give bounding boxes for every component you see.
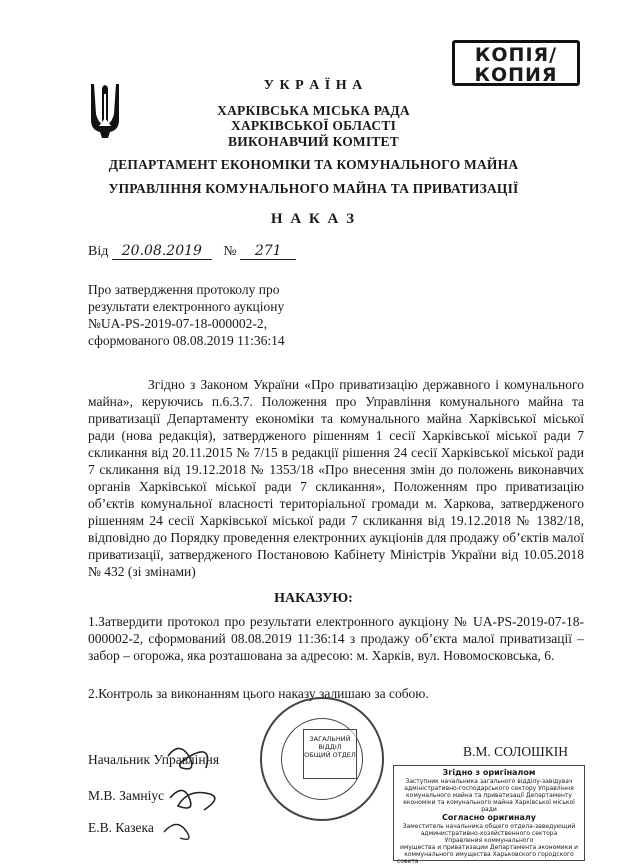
order-item-2: 2.Контроль за виконанням цього наказу залишаю за собою. bbox=[88, 686, 429, 701]
cert-line-8: имущества и приватизации Департамента экономики и bbox=[399, 844, 579, 851]
committee-heading: ВИКОНАВЧИЙ КОМІТЕТ bbox=[228, 134, 399, 149]
handwritten-signature-icon bbox=[160, 738, 230, 848]
round-seal-center bbox=[303, 729, 357, 779]
council-heading: ХАРКІВСЬКА МІСЬКА РАДА bbox=[217, 103, 410, 118]
subject-block bbox=[88, 281, 348, 349]
cert-line-7: Управления коммунального bbox=[444, 837, 534, 844]
cert-line-9: коммунального имущества Харьковского городского bbox=[404, 851, 574, 858]
round-seal-text-3: ОБЩИЙ ОТДЕЛ bbox=[304, 751, 356, 759]
document-type: Н А К А З bbox=[270, 211, 357, 227]
round-seal-text-1: ЗАГАЛЬНИЙ bbox=[309, 735, 351, 743]
oblast-heading: ХАРКІВСЬКОЇ ОБЛАСТІ bbox=[230, 118, 397, 133]
copy-stamp-line-1: КОПІЯ/ bbox=[474, 44, 558, 66]
cert-line-3: комунального майна та приватизації Департаменту bbox=[406, 792, 572, 799]
certification-stamp bbox=[393, 765, 585, 865]
date-value: 20.08.2019 bbox=[112, 243, 212, 260]
cert-title-2: Согласно оригиналу bbox=[442, 813, 536, 822]
approver-2: Е.В. Казека bbox=[88, 820, 154, 835]
date-line bbox=[88, 243, 296, 260]
cert-line-4: економіки та комунального майна Харківської міської ради bbox=[403, 799, 575, 813]
country-heading: У К Р А Ї Н А bbox=[263, 78, 364, 93]
office-heading: УПРАВЛІННЯ КОМУНАЛЬНОГО МАЙНА ТА ПРИВАТИЗАЦІЇ bbox=[108, 181, 519, 196]
subject-line-4: сформованого 08.08.2019 11:36:14 bbox=[88, 333, 285, 348]
cert-line-2: адміністративно-господарського сектору Управління bbox=[404, 785, 574, 792]
subject-line-1: Про затвердження протоколу про bbox=[88, 282, 280, 297]
department-heading: ДЕПАРТАМЕНТ ЕКОНОМІКИ ТА КОМУНАЛЬНОГО МАЙНА bbox=[108, 157, 519, 172]
cert-line-6: административно-хозяйственного сектора bbox=[420, 830, 558, 837]
number-value: 271 bbox=[240, 243, 296, 260]
copy-stamp-line-2: КОПИЯ bbox=[474, 64, 558, 86]
cert-line-10: совета bbox=[397, 858, 419, 865]
cert-line-1: Заступник начальника загального відділу-завідувач bbox=[405, 778, 573, 785]
subject-line-2: результати електронного аукціону bbox=[88, 299, 285, 314]
order-item-1: 1.Затвердити протокол про результати електронного аукціону № UA-PS-2019-07-18-000002-2, сформований 08.08.2019 11:36:14 з продажу об’єкта малої приватизації – забор – огорожа, яка розташована за адресою: м. Харків, вул. Новомосковська, 6. bbox=[88, 614, 584, 663]
head-title: Начальник Управління bbox=[88, 752, 220, 767]
cert-title: Згідно з оригіналом bbox=[442, 768, 536, 777]
subject-line-3: №UA-PS-2019-07-18-000002-2, bbox=[88, 316, 267, 331]
preamble-paragraph: Згідно з Законом України «Про приватизацію державного і комунального майна», керуючись п.6.3.7. Положення про Управління комунального майна та приватизації Департаменту економіки та комунального майна Харківської міської ради (нова редакція), затвердженого рішенням 1 сесії Харківської міської ради 7 скликання від 20.11.2015 № 7/15 в редакції рішення 24 сесії Харківської міської ради 7 скликання від 19.12.2018 № 1353/18 «Про внесення змін до положень виконавчих органів Харківської міської ради 7 скликання», Положенням про приватизацію об’єктів комунальної власності територіальної громади м. Харкова, затвердженого рішенням 24 сесії Харківської міської ради 7 скликання від 19.12.2018 № 1382/18, відповідно до Порядку проведення електронних аукціонів для продажу об’єктів малої приватизації, затвердженого Постановою Кабінету Міністрів України від 10.05.2018 № 432 (зі змінами) bbox=[88, 377, 584, 579]
date-from-label: Від bbox=[88, 244, 109, 259]
cert-line-5: Заместитель начальника общего отдела-заведующий bbox=[402, 823, 576, 830]
approver-1: М.В. Замніус bbox=[88, 788, 165, 803]
order-heading: НАКАЗУЮ: bbox=[274, 591, 353, 606]
round-seal-text-2: ВІДДІЛ bbox=[318, 743, 342, 751]
number-label: № bbox=[223, 244, 237, 259]
head-name: В.М. СОЛОШКІН bbox=[463, 744, 568, 759]
